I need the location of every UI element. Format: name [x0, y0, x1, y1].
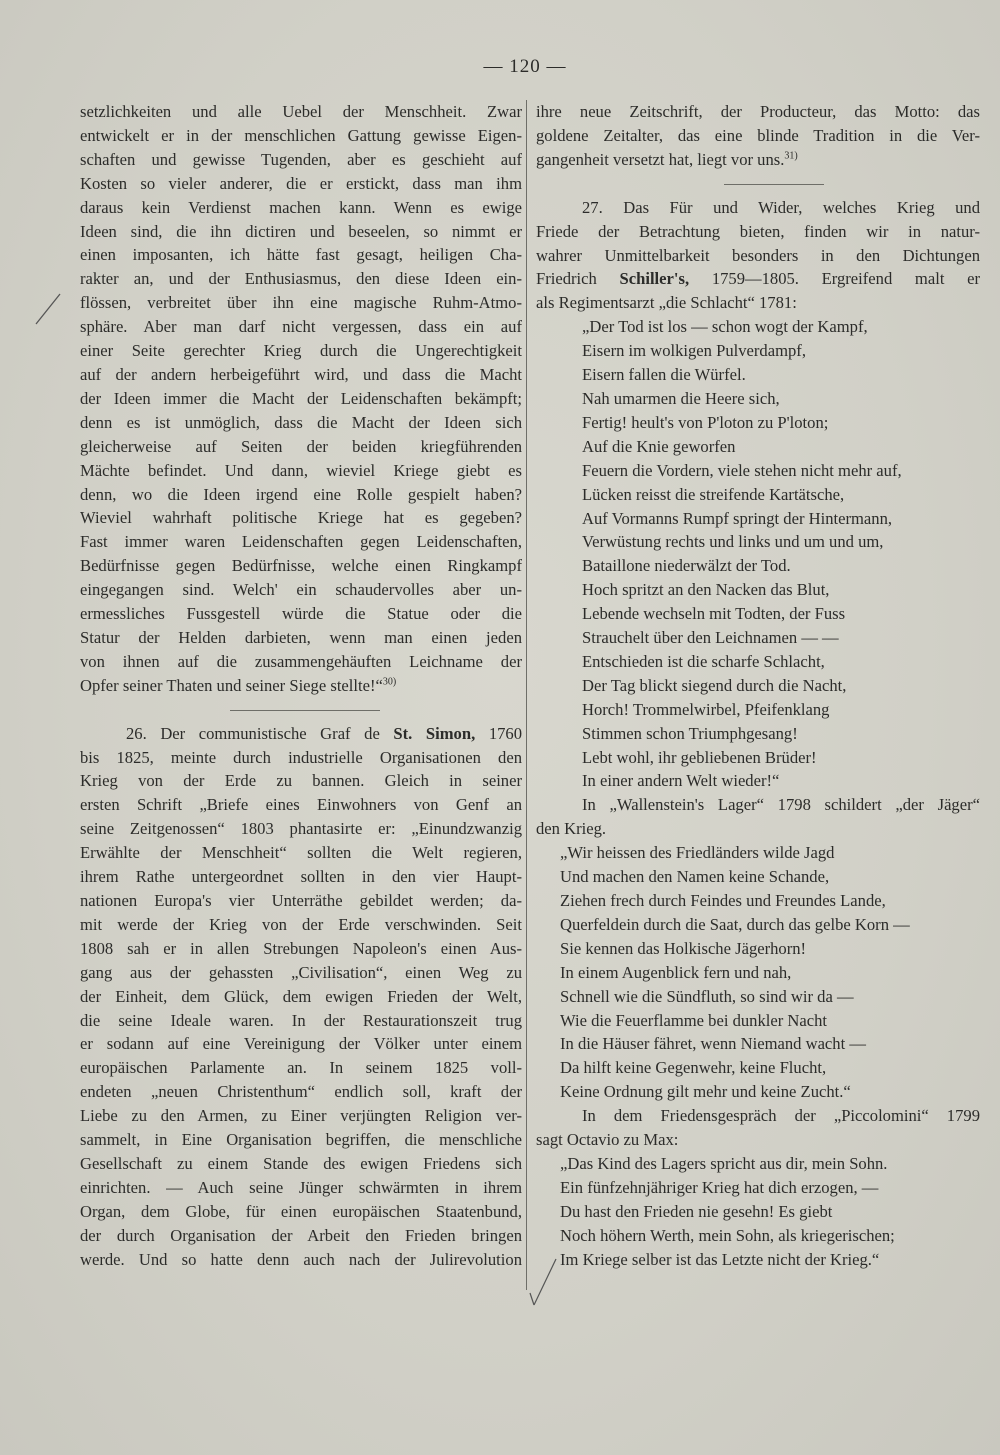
poem-line: In einem Augenblick fern und nah,: [560, 962, 792, 982]
left-paragraph-1-last-line: [80, 674, 522, 698]
poem-line: „Wir heissen des Friedländers wilde Jagd: [560, 843, 835, 863]
text-line: Kosten so vieler anderer, die er erstickt, dass man ihm: [80, 173, 522, 193]
text-line: Ideen sind, die ihn dictiren und beseelen, so nimmt er: [80, 221, 522, 241]
wallenstein-intro: [536, 793, 980, 841]
text-line: einer Seite gerechter Krieg durch die Ungerechtigkeit: [80, 341, 522, 361]
person-name-schiller: Schiller's,: [619, 269, 690, 289]
poem-line: Stimmen schon Triumphgesang!: [582, 723, 798, 743]
right-paragraph-1: [536, 100, 980, 148]
poem-line: Nah umarmen die Heere sich,: [582, 388, 780, 408]
left-paragraph-1: [80, 100, 522, 674]
text-line: gleicherweise auf Seiten der beiden kriegführenden: [80, 436, 522, 456]
text-line: sphäre. Aber man darf nicht vergessen, dass ein auf: [80, 317, 522, 337]
text-line: Gesellschaft zu einem Stande des ewigen Friedens sich: [80, 1153, 522, 1173]
poem-line: Sie kennen das Holkische Jägerhorn!: [560, 938, 807, 958]
poem-line: Lebt wohl, ihr gebliebenen Brüder!: [582, 747, 817, 767]
poem-line: In einer andern Welt wieder!“: [582, 771, 780, 791]
line-text: gangenheit versetzt hat, liegt vor uns.: [536, 149, 785, 169]
line-text: 26. Der communistische Graf de: [126, 723, 380, 743]
section-27-paragraph: [536, 196, 980, 268]
text-line: ihre neue Zeitschrift, der Producteur, das Motto: das: [536, 102, 980, 121]
text-line: 1808 sah er in allen Strebungen Napoleon's einen Aus-: [80, 938, 522, 958]
poem-line: Verwüstung rechts und links und um und um,: [582, 532, 884, 552]
text-line: ersten Schrift „Briefe eines Einwohners von Genf an: [80, 795, 522, 815]
text-line: Krieg von der Erde zu bannen. Gleich in seiner: [80, 771, 522, 791]
text-line: den Krieg.: [536, 819, 607, 839]
text-line: die seine Ideale waren. In der Restaurationszeit trug: [80, 1010, 522, 1030]
text-line: rakter an, und der Enthusiasmus, den diese Ideen ein-: [80, 269, 522, 289]
text-line: Erwählte der Menschheit“ sollten die Welt regieren,: [80, 843, 522, 863]
poem-line: Eisern fallen die Würfel.: [582, 365, 746, 385]
section-26-heading-line: [80, 722, 522, 746]
section-27-line-4: [536, 267, 980, 291]
poem-line: Strauchelt über den Leichnamen — —: [582, 628, 839, 648]
text-line: seine Zeitgenossen“ 1803 phantasirte er: „Einundzwanzig: [80, 819, 522, 839]
poem-piccolomini: [536, 1152, 980, 1272]
text-line: von ihnen auf die zusammengehäuften Leichname der: [80, 651, 522, 671]
line-text: 1759—1805. Ergreifend malt er: [711, 269, 980, 289]
text-line: Mächte befindet. Und dann, wieviel Kriege giebt es: [80, 460, 522, 480]
line-text: 1760: [488, 723, 522, 743]
text-line: gang aus der gehassten „Civilisation“, einen Weg zu: [80, 962, 522, 982]
poem-line: Im Kriege selber ist das Letzte nicht der Krieg.“: [560, 1249, 880, 1269]
text-line: denn es ist unmöglich, dass die Macht der Ideen sich: [80, 412, 522, 432]
text-line: 27. Das Für und Wider, welches Krieg und: [582, 197, 980, 217]
text-line: werde. Und so hatte denn auch nach der Julirevolution: [80, 1249, 522, 1269]
poem-line: Lebende wechseln mit Todten, der Fuss: [582, 604, 846, 624]
text-line: wahrer Unmittelbarkeit besonders in den Dichtungen: [536, 245, 980, 265]
poem-line: Auf Vormanns Rumpf springt der Hintermann,: [582, 508, 893, 528]
text-line: setzlichkeiten und alle Uebel der Menschheit. Zwar: [80, 102, 522, 121]
poem-line: In die Häuser fähret, wenn Niemand wacht —: [560, 1034, 866, 1054]
text-line: In „Wallenstein's Lager“ 1798 schildert „der Jäger“: [582, 795, 980, 815]
poem-line: Eisern im wolkigen Pulverdampf,: [582, 341, 806, 361]
text-line: der durch Organisation der Arbeit den Frieden bringen: [80, 1225, 522, 1245]
poem-line: Querfeldein durch die Saat, durch das gelbe Korn —: [560, 914, 910, 934]
pencil-margin-mark: [30, 290, 70, 330]
text-line: eingegangen sind. Welch' ein schaudervolles aber un-: [80, 580, 522, 600]
poem-line: Schnell wie die Sündfluth, so sind wir da —: [560, 986, 854, 1006]
text-line: daraus kein Verdienst machen kann. Wenn es ewige: [80, 197, 522, 217]
poem-line: Bataillone niederwälzt der Tod.: [582, 556, 791, 576]
text-line: entwickelt er in der menschlichen Gattung gewisse Eigen-: [80, 125, 522, 145]
pencil-margin-mark: [528, 1255, 562, 1311]
poem-line: Auf die Knie geworfen: [582, 436, 736, 456]
text-line: schaften und gewisse Tugenden, aber es geschieht auf: [80, 149, 522, 169]
poem-line: Da hilft keine Gegenwehr, keine Flucht,: [560, 1058, 827, 1078]
text-line: ihrem Rathe untergeordnet sollten in den vier Haupt-: [80, 867, 522, 887]
poem-line: „Das Kind des Lagers spricht aus dir, mein Sohn.: [560, 1153, 888, 1173]
text-line: sagt Octavio zu Max:: [536, 1130, 679, 1150]
left-column: [80, 100, 522, 1272]
text-line: sammelt, in Eine Organisation begriffen, die menschliche: [80, 1130, 522, 1150]
text-line: auf der andern herbeigeführt wird, und dass die Macht: [80, 364, 522, 384]
poem-line: Ein fünfzehnjähriger Krieg hat dich erzogen, —: [560, 1177, 879, 1197]
section-27-line-5: als Regimentsarzt „die Schlacht“ 1781:: [536, 293, 797, 313]
line-text: Opfer seiner Thaten und seiner Siege stellte!“: [80, 675, 383, 695]
poem-line: Lücken reisst die streifende Kartätsche,: [582, 484, 845, 504]
text-line: Statur der Helden darbieten, wenn man einen jeden: [80, 627, 522, 647]
section-divider: [80, 698, 522, 722]
right-paragraph-1-last-line: [536, 148, 980, 172]
poem-line: Keine Ordnung gilt mehr und keine Zucht.“: [560, 1082, 851, 1102]
line-text: Friedrich: [536, 269, 597, 289]
text-line: ermessliches Fussgestell würde die Statue oder die: [80, 604, 522, 624]
page-number: — 120 —: [483, 56, 567, 77]
text-line: goldene Zeitalter, das eine blinde Tradition in die Ver-: [536, 125, 980, 145]
text-line: einrichten. — Auch seine Jünger schwärmten in ihrem: [80, 1177, 522, 1197]
poem-line: Du hast den Frieden nie gesehn! Es giebt: [560, 1201, 833, 1221]
column-rule: [526, 100, 527, 1290]
left-paragraph-2: [80, 746, 522, 1272]
poem-wallensteins-lager: [536, 841, 980, 1104]
poem-line: Entschieden ist die scharfe Schlacht,: [582, 651, 825, 671]
text-line: nationen Europa's vier Unterräthe gebildet werden; da-: [80, 891, 522, 910]
poem-line: Hoch spritzt an den Nacken das Blut,: [582, 580, 830, 600]
text-line: flössen, verbreitet über ihn eine magische Ruhm-Atmo-: [80, 293, 522, 313]
footnote-ref-31: 31): [784, 150, 798, 162]
poem-line: Der Tag blickt siegend durch die Nacht,: [582, 675, 847, 695]
poem-line: Wie die Feuerflamme bei dunkler Nacht: [560, 1010, 828, 1030]
footnote-ref-30: 30): [382, 676, 397, 688]
piccolomini-intro: [536, 1104, 980, 1152]
poem-line: Und machen den Namen keine Schande,: [560, 867, 830, 887]
text-line: denn, wo die Ideen irgend eine Rolle gespielt haben?: [80, 484, 522, 504]
text-line: einen imposanten, ich hätte fast gesagt, heiligen Cha-: [80, 245, 522, 265]
text-line: Liebe zu den Armen, zu Einer verjüngten Religion ver-: [80, 1106, 522, 1126]
poem-line: Horch! Trommelwirbel, Pfeifenklang: [582, 699, 830, 719]
text-line: er sodann auf eine Vereinigung der Völker unter einem: [80, 1034, 522, 1054]
right-column: [536, 100, 980, 1272]
poem-line: Fertig! heult's von P'loton zu P'loton;: [582, 412, 829, 432]
text-line: europäischen Parlamente an. In seinem 1825 voll-: [80, 1058, 522, 1078]
text-line: der Ideen immer die Macht der Leidenschaften bekämpft;: [80, 388, 522, 408]
text-line: bis 1825, meinte durch industrielle Organisationen den: [80, 747, 522, 767]
poem-die-schlacht: [536, 315, 980, 793]
text-line: Wieviel wahrhaft politische Kriege hat es gegeben?: [80, 508, 522, 528]
text-line: endeten „neuen Christenthum“ endlich soll, kraft der: [80, 1082, 522, 1102]
text-line: Organ, dem Globe, für einen europäischen Staatenbund,: [80, 1201, 522, 1221]
text-line: mit werde der Krieg von der Erde verschwinden. Seit: [80, 914, 522, 934]
text-line: Friede der Betrachtung bieten, finden wir in natur-: [536, 221, 980, 241]
poem-line: Noch höhern Werth, mein Sohn, als kriegerischen;: [560, 1225, 895, 1245]
person-name-st-simon: St. Simon,: [393, 723, 476, 743]
poem-line: Feuern die Vordern, viele stehen nicht mehr auf,: [582, 460, 902, 480]
poem-line: „Der Tod ist los — schon wogt der Kampf,: [582, 317, 868, 337]
section-divider: [536, 172, 980, 196]
text-line: Fast immer waren Leidenschaften gegen Leidenschaften,: [80, 532, 522, 552]
text-line: der Einheit, dem Glück, dem ewigen Frieden der Welt,: [80, 986, 522, 1006]
poem-line: Ziehen frech durch Feindes und Freundes Lande,: [560, 891, 886, 910]
text-line: Bedürfnisse gegen Bedürfnisse, welche einen Ringkampf: [80, 556, 522, 576]
text-line: In dem Friedensgespräch der „Piccolomini“ 1799: [582, 1106, 980, 1126]
